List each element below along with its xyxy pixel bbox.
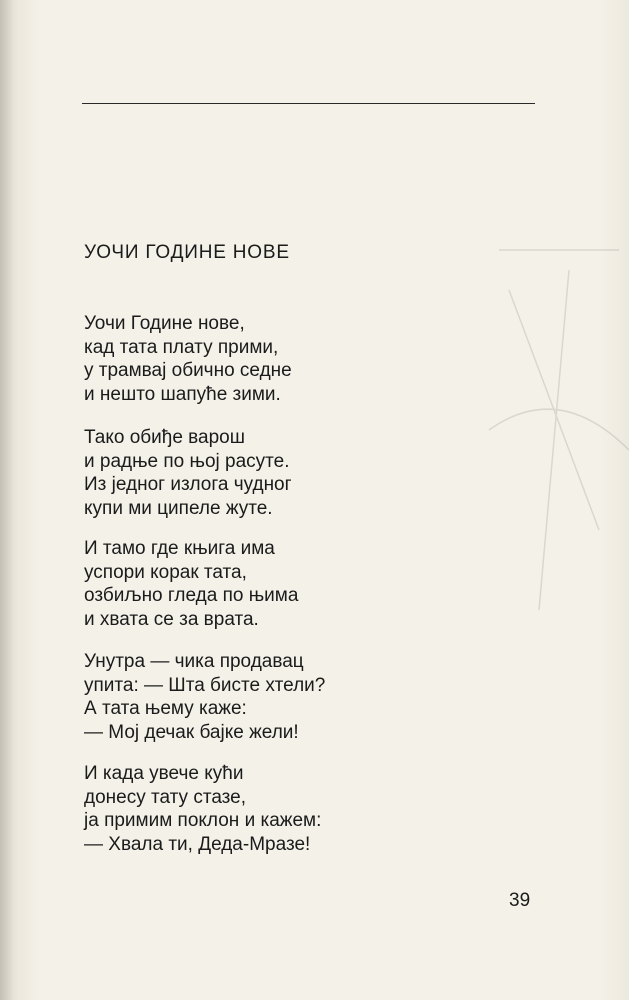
verse-line: — Мој дечак бајке жели! — [84, 721, 299, 743]
verse-line: и хвата се за врата. — [84, 608, 259, 630]
verse-line: А тата њему каже: — [84, 698, 247, 720]
verse-line: Унутра — чика продавац — [84, 651, 304, 672]
stanza-2 — [84, 426, 292, 520]
verse-line: — Хвала ти, Деда-Мразе! — [84, 833, 311, 855]
stanza-1 — [84, 312, 292, 406]
poem-title: УОЧИ ГОДИНЕ НОВЕ — [84, 242, 290, 263]
verse-line: купи ми ципеле жуте. — [84, 497, 273, 519]
verse-line: ја примим поклон и кажем: — [84, 810, 322, 832]
verse-line: И када увече кући — [84, 763, 244, 784]
verse-line: упита: — Шта бисте хтели? — [84, 674, 326, 696]
verse-line: и радње по њој расуте. — [84, 450, 290, 472]
stanza-5 — [84, 762, 321, 856]
stanza-3 — [84, 537, 298, 631]
gutter-shadow — [0, 0, 14, 1000]
verse-line: Тако обиђе варош — [84, 427, 245, 448]
top-rule — [82, 103, 535, 104]
verse-line: у трамвај обично седне — [84, 360, 292, 382]
verse-line: кад тата плату прими, — [84, 336, 279, 358]
verse-line: Из једног излога чудног — [84, 474, 292, 496]
verse-line: Уочи Године нове, — [84, 313, 245, 334]
verse-line: озбиљно гледа по њима — [84, 585, 299, 607]
page-number: 39 — [509, 890, 531, 911]
verse-line: И тамо где књига има — [84, 538, 275, 559]
verse-line: успори корак тата, — [84, 561, 247, 583]
show-through-illustration — [479, 230, 629, 630]
stanza-4 — [84, 650, 325, 744]
verse-line: донесу тату стазе, — [84, 786, 247, 808]
verse-line: и нешто шапуће зими. — [84, 383, 281, 405]
